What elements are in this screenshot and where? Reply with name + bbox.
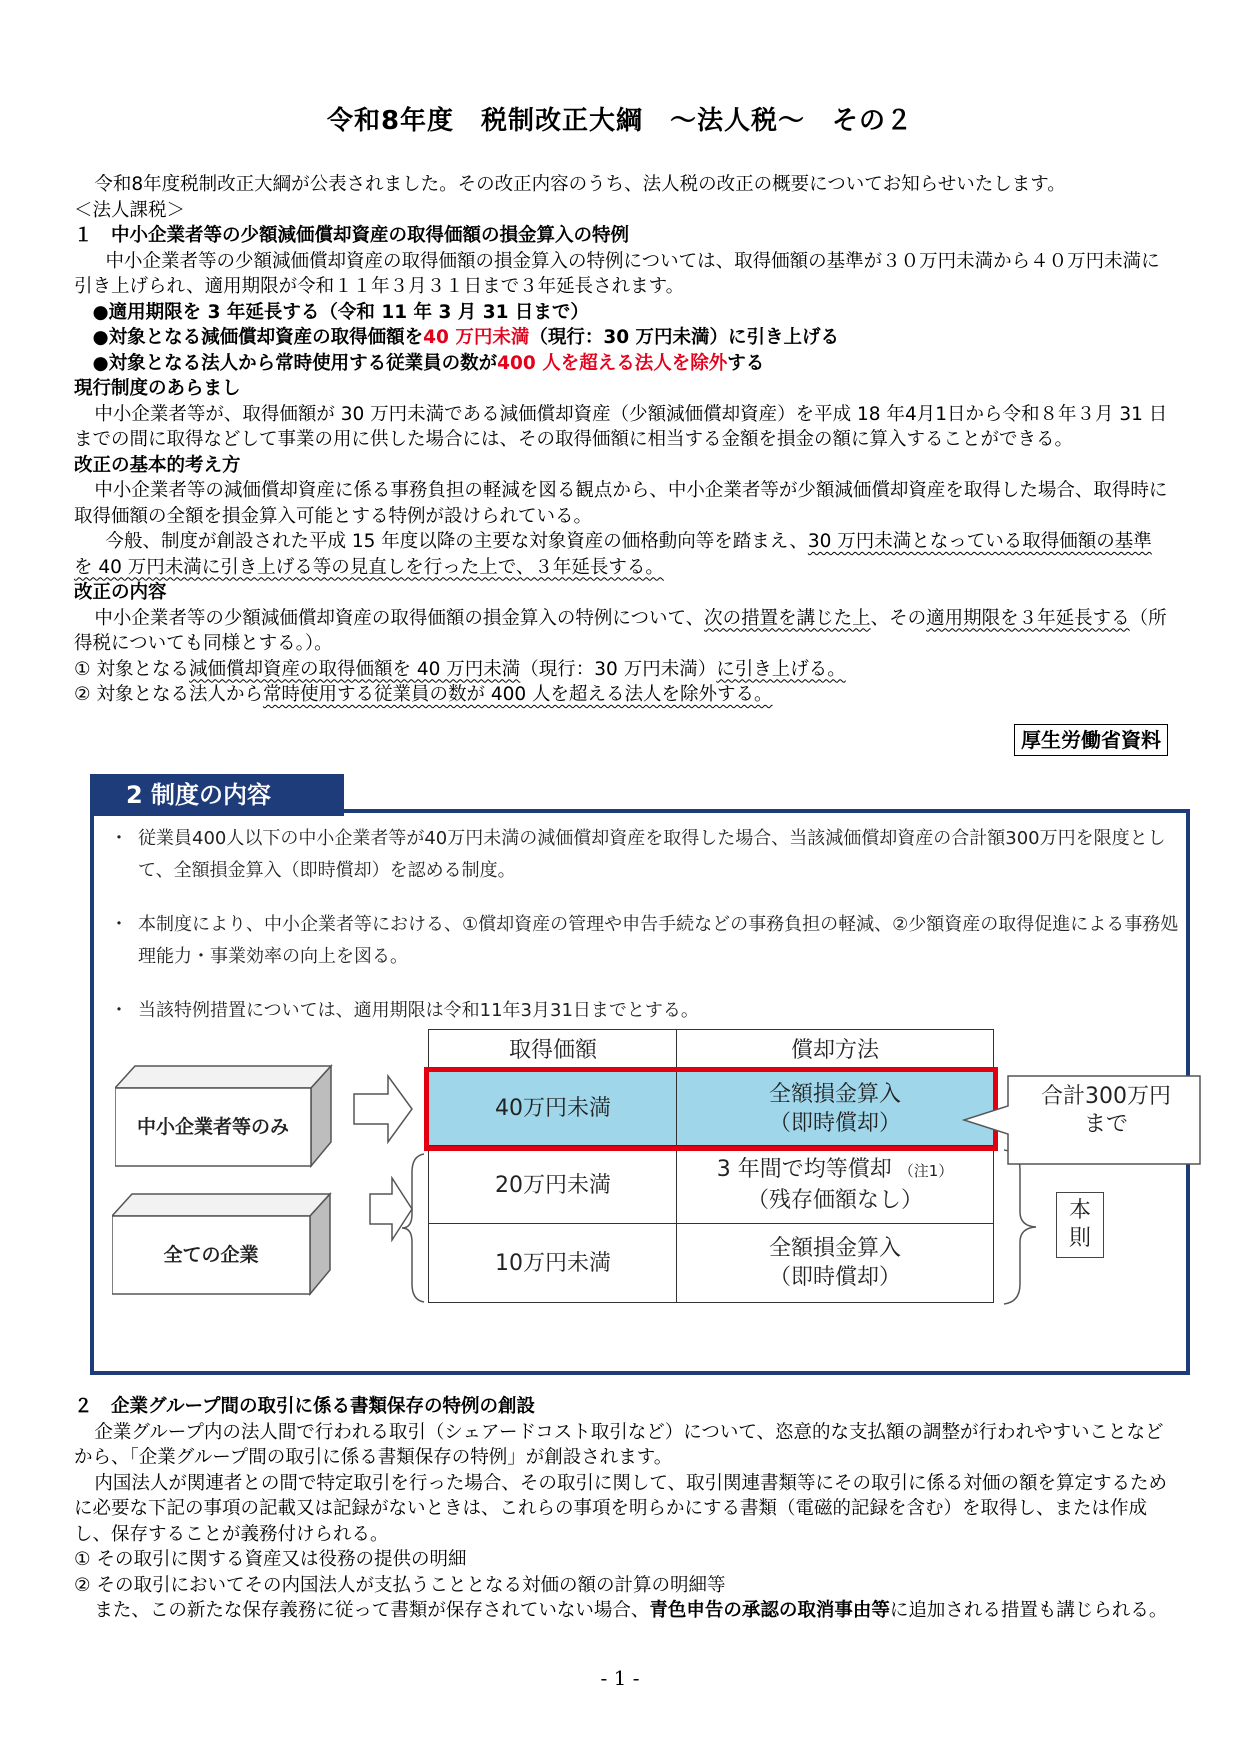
header-acquisition-price: 取得価額 (428, 1029, 678, 1072)
section-1-summary: 中小企業者等の少額減価償却資産の取得価額の損金算入の特例については、取得価額の基準が３０万円未満から４０万円未満に引き上げられ、適用期限が令和１１年３月３１日まで３年延長されます。 (74, 250, 1160, 297)
method-text (717, 1155, 954, 1186)
row3-price: 10万円未満 (428, 1223, 678, 1303)
left-brace-icon (400, 1152, 428, 1304)
revision-content-heading: 改正の内容 (74, 582, 167, 603)
section-2-heading: ２ 企業グループ間の取引に係る書類保存の特例の創設 (74, 1396, 536, 1417)
bullet-dot: ・ (110, 828, 128, 849)
callout-text (1012, 1083, 1200, 1139)
section-2-text-2: 内国法人が関連者との間で特定取引を行った場合、その取引に関して、取引関連書類等にその取引に係る対価の額を算定するために必要な下記の事項の記載又は記録がないときは、これらの事項を明らかにする書類（電磁的記録を含む）を取得し、または作成し、保存することが義務付けられる。 (74, 1472, 1167, 1545)
row2-method (676, 1145, 994, 1225)
bullet-text: する (727, 352, 765, 374)
highlight-text: 40 万円未満 (423, 327, 530, 348)
note-marker: （注1） (898, 1162, 954, 1180)
bullet-dot: ・ (110, 1000, 128, 1021)
panel-tab-title: 2 制度の内容 (90, 774, 344, 816)
row2-price: 20万円未満 (428, 1145, 678, 1225)
item-text: （現行：30 万円未満） (520, 658, 717, 680)
method-text: （残存価額なし） (746, 1188, 923, 1213)
right-brace-icon (1000, 1148, 1040, 1306)
panel-bullet-text: 本制度により、中小企業者等における、①償却資産の管理や申告手続などの事務負担の軽減、②少額資産の取得促進による事務処理能力・事業効率の向上を図る。 (138, 914, 1179, 967)
paragraph-text: 、その (870, 607, 927, 629)
basic-approach-heading: 改正の基本的考え方 (74, 454, 241, 476)
bullet-text: ●対象となる減価償却資産の取得価額を (92, 327, 424, 348)
callout-line: 合計300万円 (1041, 1084, 1171, 1109)
row1-price: 40万円未満 (428, 1070, 678, 1147)
paragraph-text: また、この新たな保存義務に従って書類が保存されていない場合、 (94, 1600, 650, 1621)
current-system-text: 中小企業者等が、取得価額が 30 万円未満である減価償却資産（少額減価償却資産）を平成 18 年4月1日から令和８年３月 31 日までの間に取得などして事業の用に供した場合には、その取得価額に相当する金額を損金の額に算入することができる。 (74, 403, 1168, 450)
panel-bullet-1 (110, 823, 1190, 887)
page-title: 令和8年度 税制改正大綱 ～法人税～ その２ (326, 106, 914, 136)
paragraph-text: （所得税についても同様とする。）。 (74, 607, 1167, 654)
callout-line: まで (1083, 1112, 1128, 1137)
main-rule-char: 則 (1068, 1226, 1091, 1251)
underlined-text: 常時使用する従業員の数が 400 人を超える法人を除外する。 (262, 684, 773, 705)
current-system-heading: 現行制度のあらまし (74, 378, 241, 399)
method-text: （即時償却） (768, 1110, 901, 1136)
underlined-text: 30 万円未満となっている取得価額の基準を 40 万円未満に引き上げる等の見直しを行った上で、３年延長する。 (74, 531, 1152, 578)
section-2-text-1: 企業グループ内の法人間で行われる取引（シェアードコスト取引など）について、恣意的な支払額の調整が行われやすいことなどから、「企業グループ間の取引に係る書類保存の特例」が創設されます。 (74, 1421, 1164, 1468)
paragraph-text: 中小企業者等の少額減価償却資産の取得価額の損金算入の特例について、 (94, 607, 705, 629)
revision-item-1 (74, 657, 1170, 683)
revision-item-2 (74, 682, 1170, 708)
section-1-heading: １ 中小企業者等の少額減価償却資産の取得価額の損金算入の特例 (74, 225, 630, 246)
category-label: ＜法人課税＞ (74, 199, 186, 221)
item-text: ② 対象となる法人から (74, 684, 263, 705)
bullet-text: （現行：30 万円未満）に引き上げる (529, 327, 840, 348)
revision-content-text (74, 606, 1170, 657)
section-2-item-2: ② その取引においてその内国法人が支払うこととなる対価の額の計算の明細等 (74, 1574, 726, 1596)
paragraph-text: に追加される措置も講じられる。 (889, 1600, 1168, 1621)
underlined-text: 次の措置を講じた上 (704, 607, 871, 629)
box-label-all-companies: 全ての企業 (163, 1244, 259, 1266)
underlined-text: 減価償却資産の取得価額を 40 万円未満 (188, 658, 521, 680)
bullet-employee-limit (74, 351, 1170, 377)
panel-bullet-3 (110, 995, 1190, 1027)
depreciation-table (428, 1029, 994, 1303)
panel-bullet-text: 当該特例措置については、適用期限は令和11年3月31日までとする。 (138, 1000, 699, 1021)
panel-bullet-text: 従業員400人以下の中小企業者等が40万円未満の減価償却資産を取得した場合、当該減価償却資産の合計額300万円を限度として、全額損金算入（即時償却）を認める制度。 (138, 828, 1166, 881)
method-text: （即時償却） (768, 1265, 901, 1290)
section-1 (74, 172, 1170, 708)
source-label: 厚生労働省資料 (1014, 724, 1168, 756)
basic-approach-text-1: 中小企業者等の減価償却資産に係る事務負担の軽減を図る観点から、中小企業者等が少額減価償却資産を取得した場合、取得時に取得価額の全額を損金算入可能とする特例が設けられている。 (74, 480, 1168, 527)
bullet-dot: ・ (110, 914, 128, 935)
page-number: - 1 - (600, 1666, 640, 1690)
bullet-price-threshold (74, 325, 1170, 351)
bullet-extension: ●適用期限を 3 年延長する（令和 11 年 3 月 31 日まで） (92, 301, 589, 323)
method-text: 全額損金算入 (768, 1236, 901, 1261)
section-2 (74, 1394, 1170, 1624)
panel-bullet-2 (110, 909, 1190, 973)
method-text: 全額損金算入 (768, 1081, 901, 1107)
method-text-main: 3 年間で均等償却 (716, 1157, 892, 1182)
box-label-sme-only: 中小企業者等のみ (136, 1116, 289, 1138)
underlined-text: 適用期限を３年延長する (926, 607, 1130, 629)
bullet-text: ●対象となる法人から常時使用する従業員の数が (92, 352, 498, 374)
main-rule-char: 本 (1068, 1198, 1091, 1223)
row3-method (676, 1223, 994, 1303)
highlight-text: 400 人を超える法人を除外 (497, 352, 728, 374)
basic-approach-text-2 (74, 529, 1170, 580)
paragraph-text: 今般、制度が創設された平成 15 年度以降の主要な対象資産の価格動向等を踏まえ、 (105, 531, 808, 552)
item-text: ① 対象となる (74, 658, 189, 680)
section-2-text-3 (74, 1598, 1170, 1624)
underlined-text: に引き上げる。 (716, 658, 846, 680)
main-rule-box (1056, 1192, 1104, 1258)
highlight-frame (424, 1067, 998, 1151)
section-2-item-1: ① その取引に関する資産又は役務の提供の明細 (74, 1549, 467, 1570)
header-depreciation-method: 償却方法 (676, 1029, 994, 1072)
arrow-right-icon (352, 1074, 414, 1144)
intro-text: 令和8年度税制改正大綱が公表されました。その改正内容のうち、法人税の改正の概要についてお知らせいたします。 (94, 174, 1066, 195)
bold-text: 青色申告の承認の取消事由等 (649, 1600, 890, 1621)
